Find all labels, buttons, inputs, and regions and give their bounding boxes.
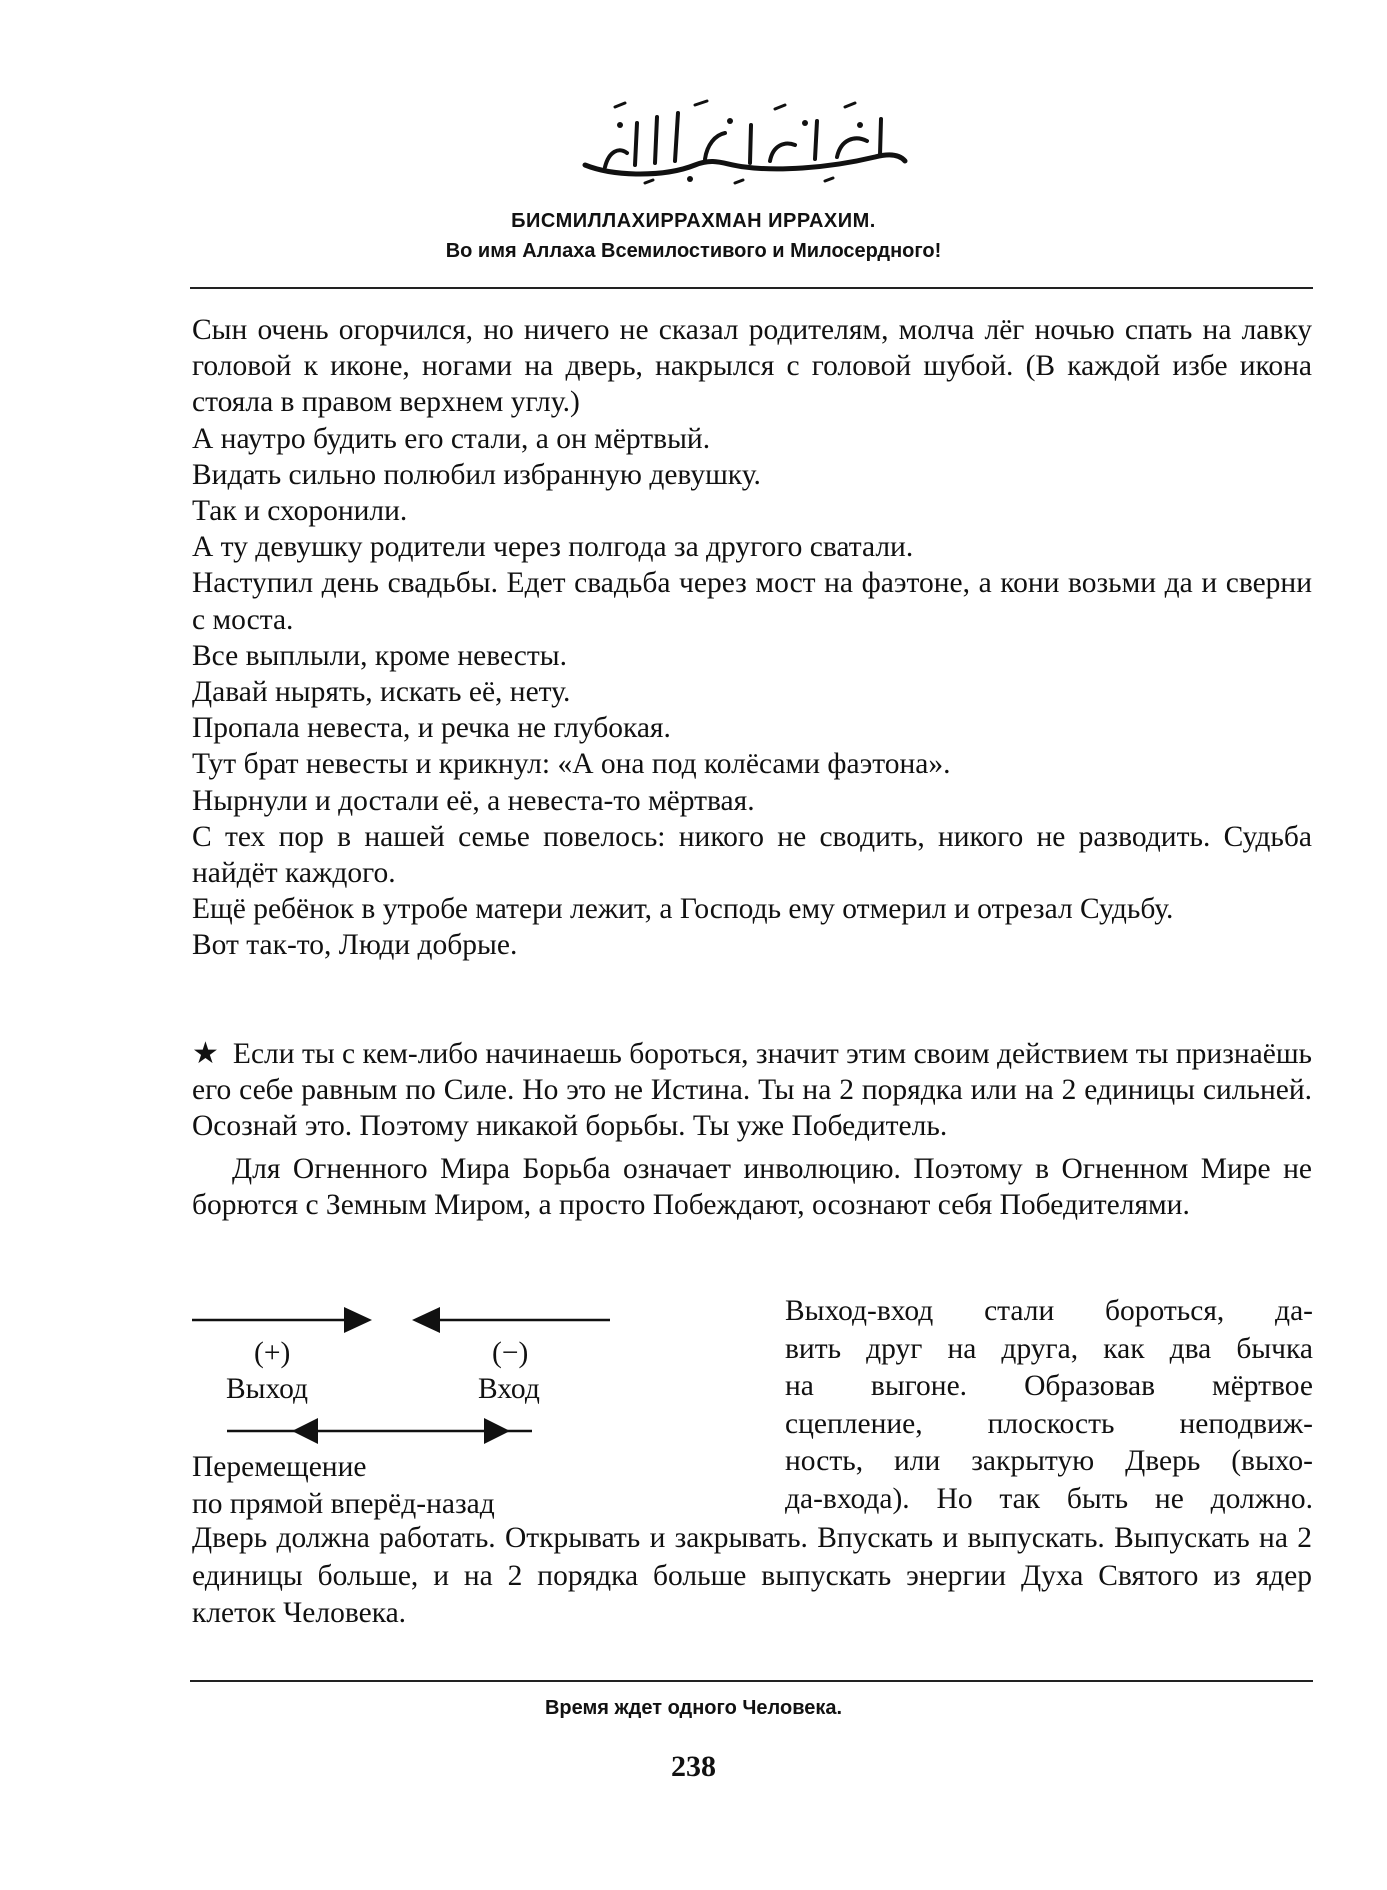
story-paragraph: Видать сильно полюбил избранную девушку.: [192, 458, 761, 491]
fire-paragraph: Для Огненного Мира Борьба означает инволюцию. Поэтому в Огненном Мире не борются с Земным Миром, а просто Побеждают, осознают себя Победителями.: [192, 1152, 1312, 1221]
story-paragraph: Давай нырять, искать её, нету.: [192, 676, 571, 709]
header-title: БИСМИЛЛАХИРРАХМАН ИРРАХИМ.: [511, 210, 876, 232]
exit-label: Выход: [226, 1373, 309, 1405]
footer-motto: Время ждет одного Человека.: [544, 1697, 843, 1719]
story-text: [192, 312, 1312, 964]
story-paragraph: Так и схоронили.: [192, 495, 408, 528]
minus-label: (−): [492, 1337, 529, 1369]
plus-label: (+): [254, 1337, 291, 1369]
bismillah-calligraphy: [575, 95, 915, 185]
story-paragraph: С тех пор в нашей семье повелось: никого не сводить, никого не разводить. Судьба найдёт каждого.: [192, 820, 1312, 890]
movement-label-line1: Перемещение: [192, 1451, 367, 1483]
explanation-line: Выход-вход стали бороться, да-: [785, 1295, 1313, 1327]
door-paragraph-text: Дверь должна работать. Открывать и закрывать. Впускать и выпускать. Выпускать на 2 единицы больше, и на 2 порядка больше выпускать энергии Духа Святого из ядер клеток Человека.: [192, 1522, 1312, 1629]
header-subtitle: Во имя Аллаха Всемилостивого и Милосердного!: [445, 240, 942, 262]
story-paragraph: Нырнули и достали её, а невеста-то мёртвая.: [192, 784, 755, 817]
star-paragraph-text: Если ты с кем-либо начинаешь бороться, значит этим своим действием ты признаёшь его себе равным по Силе. Но это не Истина. Ты на 2 порядка или на 2 единицы сильней. Осознай это. Поэтому никакой борьбы. Ты уже Победитель.: [192, 1038, 1312, 1143]
footer-divider: [190, 1680, 1313, 1682]
teaching-text: [192, 1036, 1312, 1223]
entry-label: Вход: [478, 1373, 540, 1405]
exit-entry-diagram: [192, 1295, 632, 1535]
story-paragraph: Наступил день свадьбы. Едет свадьба через мост на фаэтоне, а кони возьми да и сверни с моста.: [192, 567, 1312, 636]
story-paragraph: Сын очень огорчился, но ничего не сказал родителям, молча лёг ночью спать на лавку головой к иконе, ногами на дверь, накрылся с головой шубой. (В каждой избе икона стояла в правом верхнем углу.): [192, 314, 1312, 419]
story-paragraph: Тут брат невесты и крикнул: «А она под колёсами фаэтона».: [192, 748, 951, 781]
story-paragraph: А наутро будить его стали, а он мёртвый.: [192, 422, 711, 455]
story-paragraph: Вот так-то, Люди добрые.: [192, 929, 518, 962]
explanation-line: на выгоне. Образовав мёртвое: [785, 1370, 1313, 1402]
story-paragraph: Пропала невеста, и речка не глубокая.: [192, 712, 671, 745]
explanation-line: вить друг на друга, как два бычка: [785, 1332, 1313, 1365]
exit-arrow-head: [344, 1307, 372, 1333]
star-icon: ★: [192, 1037, 219, 1070]
header-divider: [190, 287, 1313, 289]
movement-label-line2: по прямой вперёд-назад: [192, 1488, 495, 1520]
story-paragraph: Все выплыли, кроме невесты.: [192, 639, 567, 672]
explanation-line: ность, или закрытую Дверь (выхо-: [785, 1445, 1313, 1477]
diagram-explanation: [785, 1293, 1313, 1518]
star-paragraph: [192, 1036, 1312, 1145]
movement-back-arrow-head: [292, 1418, 318, 1444]
story-paragraph: Ещё ребёнок в утробе матери лежит, а Господь ему отмерил и отрезал Судьбу.: [192, 893, 1174, 926]
explanation-line: сцепление, плоскость неподвиж-: [785, 1407, 1313, 1440]
entry-arrow-head: [412, 1307, 440, 1333]
movement-forward-arrow-head: [484, 1418, 510, 1444]
explanation-line: да-входа). Но так быть не должно.: [785, 1482, 1313, 1515]
story-paragraph: А ту девушку родители через полгода за другого сватали.: [192, 531, 914, 564]
door-paragraph: [192, 1520, 1312, 1633]
page-number: 238: [671, 1750, 716, 1783]
